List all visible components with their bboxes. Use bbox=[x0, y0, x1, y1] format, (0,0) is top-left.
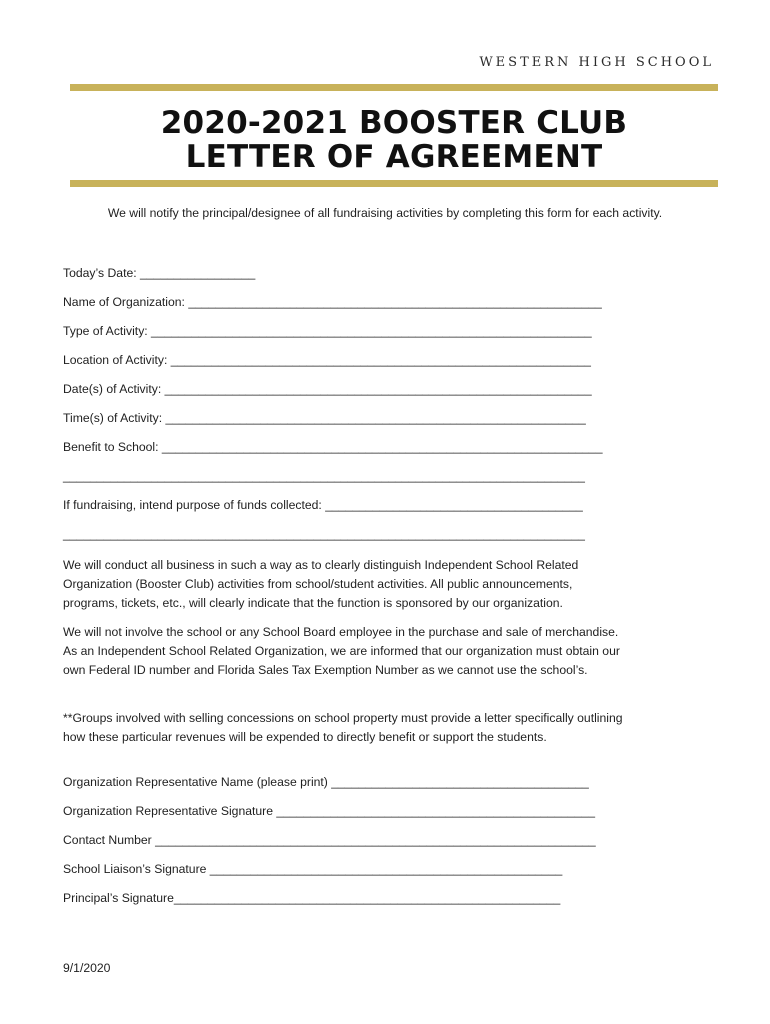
title-line-2: LETTER OF AGREEMENT bbox=[185, 139, 603, 175]
rep-signature-field[interactable]: Organization Representative Signature _______________________________________________ bbox=[63, 804, 595, 818]
contact-number-field[interactable]: Contact Number _________________________________________________________________ bbox=[63, 833, 596, 847]
fundraising-continuation-field[interactable]: _____________________________________________________________________________ bbox=[63, 527, 585, 541]
paragraph-merchandise: We will not involve the school or any School Board employee in the purchase and sale of merchandise. As an Independent School Related Organization, we are informed that our organization must obtain our own Federal ID number and Florida Sales Tax Exemption Number as we cannot use the school’s. bbox=[63, 625, 620, 677]
benefit-continuation-field[interactable]: _____________________________________________________________________________ bbox=[63, 469, 585, 483]
paragraph-business-conduct: We will conduct all business in such a way as to clearly distinguish Independent School Related Organization (Booster Club) activities from school/student activities. All public announcements, programs, tickets, etc., will clearly indicate that the function is sponsored by our organization. bbox=[63, 558, 579, 610]
activity-location-field[interactable]: Location of Activity: ______________________________________________________________ bbox=[63, 353, 591, 367]
todays-date-field[interactable]: Today’s Date: _________________ bbox=[63, 266, 256, 280]
school-name: WESTERN HIGH SCHOOL bbox=[479, 55, 714, 70]
intro-text: We will notify the principal/designee of all fundraising activities by completing this form for each activity. bbox=[107, 206, 663, 220]
activity-times-field[interactable]: Time(s) of Activity: ______________________________________________________________ bbox=[63, 411, 586, 425]
principal-signature-field[interactable]: Principal’s Signature_________________________________________________________ bbox=[63, 891, 561, 905]
benefit-field[interactable]: Benefit to School: _________________________________________________________________ bbox=[63, 440, 603, 454]
paragraph-concessions: **Groups involved with selling concessions on school property must provide a letter specifically outlining how these particular revenues will be expended to directly benefit or support the students. bbox=[63, 711, 623, 744]
activity-dates-field[interactable]: Date(s) of Activity: _______________________________________________________________ bbox=[63, 382, 592, 396]
footer-date: 9/1/2020 bbox=[63, 961, 111, 975]
document-title bbox=[70, 106, 718, 174]
top-gold-divider bbox=[70, 84, 718, 91]
organization-name-field[interactable]: Name of Organization: _____________________________________________________________ bbox=[63, 295, 602, 309]
bottom-gold-divider bbox=[70, 180, 718, 187]
liaison-signature-field[interactable]: School Liaison’s Signature ____________________________________________________ bbox=[63, 862, 563, 876]
title-line-1: 2020-2021 BOOSTER CLUB bbox=[160, 105, 628, 141]
rep-name-field[interactable]: Organization Representative Name (please print) ______________________________________ bbox=[63, 775, 589, 789]
activity-type-field[interactable]: Type of Activity: _________________________________________________________________ bbox=[63, 324, 592, 338]
fundraising-purpose-field[interactable]: If fundraising, intend purpose of funds collected: ______________________________________ bbox=[63, 498, 583, 512]
